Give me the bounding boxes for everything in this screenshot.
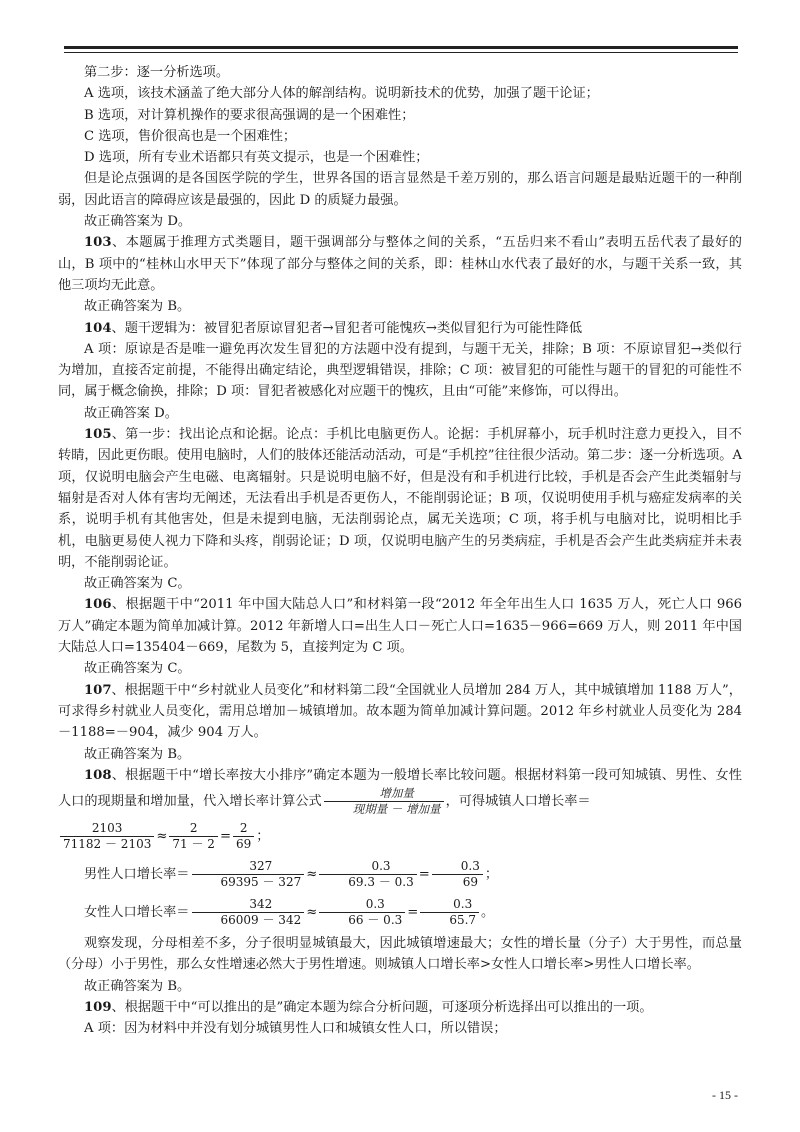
text-line: 第二步：逐一分析选项。 — [84, 65, 230, 80]
question-106 — [58, 594, 742, 658]
numerator: 0.3 — [460, 859, 480, 874]
answer-line: 故正确答案为 B。 — [84, 746, 191, 762]
question-105 — [58, 424, 742, 573]
answer-line: 故正确答案为 D。 — [84, 214, 192, 230]
answer-line: 故正确答案 D。 — [84, 405, 178, 421]
question-text: 、题干逻辑为：被冒犯者原谅冒犯者→冒犯者可能愧疚→类似冒犯行为可能性降低 — [111, 320, 583, 336]
denominator: 71 － 2 — [169, 836, 218, 852]
fraction — [192, 897, 305, 928]
fraction — [319, 897, 405, 928]
urban-growth-formula — [58, 819, 742, 855]
numerator: 2 — [239, 821, 248, 836]
question-108 — [58, 765, 742, 817]
answer-line: 故正确答案为 B。 — [84, 299, 191, 315]
question-number: 109 — [84, 999, 112, 1015]
question-text: 、本题属于推理方式类题目，题干强调部分与整体之间的关系，“五岳归来不看山”表明五岳代表了最好的山，B 项中的“桂林山水甲天下”体现了部分与整体之间的关系，即：桂林山水代表了最好的水，与题干关系一致，其他三项均无此意。 — [58, 235, 742, 293]
denominator: 71182 － 2103 — [60, 836, 154, 852]
male-growth-formula — [58, 857, 742, 893]
question-text: 、第一步：找出论点和论据。论点：手机比电脑更伤人。论据：手机屏幕小，玩手机时注意力更投入，目不转睛，因此更伤眼。使用电脑时，人们的肢体还能活动活动，可是“手机控”往往很少活动。第二步：逐一分析选项。A 项，仅说明电脑会产生电磁、电离辐射。只是说明电脑不好，但是没有和手机进行比较，手机是否会产生此类辐射与辐射是否对人体有害均无阐述，无法看出手机是否更伤人，不能削弱论证；B 项，仅说明使用手机与癌症发病率的关系，说明手机有其他害处，但是未提到电脑，无法削弱论点，属无关选项；C 项，将手机与电脑对比，说明相比手机，电脑更易使人视力下降和头疼，削弱论证；D 项，仅说明电脑产生的另类病症，手机是否会产生此类病症并未表明，不能削弱论证。 — [58, 427, 742, 570]
page-number: - 15 - — [712, 1088, 738, 1102]
formula-numerator: 增加量 — [379, 786, 414, 801]
text-line: C 选项，售价很高也是一个困难性； — [84, 128, 297, 144]
punctuation: 。 — [481, 905, 495, 921]
fraction — [192, 859, 305, 890]
question-text: ，可得城镇人口增长率＝ — [445, 794, 591, 810]
equals-sign: = — [219, 829, 232, 845]
question-104 — [58, 318, 742, 339]
text-line: D 选项，所有专业术语都只有英文提示，也是一个困难性； — [84, 150, 429, 166]
question-107 — [58, 680, 742, 744]
formula-label: 男性人口增长率＝ — [84, 867, 190, 883]
denominator: 69395 － 327 — [192, 874, 305, 890]
page-content — [58, 62, 742, 1040]
option-analysis: A 项：因为材料中并没有划分城镇男性人口和城镇女性人口，所以错误； — [84, 1021, 507, 1037]
question-number: 108 — [84, 767, 112, 783]
fraction — [233, 821, 254, 852]
question-text: 、根据题干中“乡村就业人员变化”和材料第二段“全国就业人员增加 284 万人，其中城镇增加 1188 万人”，可求得乡村就业人员变化，需用总增加－城镇增加。故本题为简单加减计算问题。2012 年乡村就业人员变化为 284－1188=－904，减少 904 万人。 — [58, 682, 742, 741]
numerator: 327 — [249, 859, 273, 874]
fraction — [319, 859, 416, 890]
text-line: B 选项，对计算机操作的要求很高强调的是一个困难性； — [84, 107, 415, 123]
answer-line: 故正确答案为 C。 — [84, 661, 191, 677]
formula-label: 女性人口增长率＝ — [84, 905, 190, 921]
answer-line: 故正确答案为 C。 — [84, 576, 191, 592]
question-number: 104 — [84, 320, 112, 336]
denominator: 69 — [432, 874, 483, 890]
question-number: 105 — [84, 427, 112, 443]
female-growth-formula — [58, 895, 742, 931]
numerator: 342 — [249, 897, 273, 912]
approx-sign: ≈ — [306, 867, 318, 883]
punctuation: ； — [484, 867, 499, 883]
punctuation: ； — [256, 829, 270, 845]
question-detail: A 项：原谅是否是唯一避免再次发生冒犯的方法题中没有提到，与题干无关，排除；B 项：不原谅冒犯→类似行为增加，直接否定前提，不能得出确定结论，典型逻辑错误，排除；C 项：被冒犯的可能性与题干的冒犯的可能性不同，属于概念偷换，排除；D 项：冒犯者被感化对应题干的愧疚，且由“可能”来修饰，可以得出。 — [58, 341, 742, 400]
fraction — [60, 821, 154, 852]
question-number: 106 — [84, 597, 112, 613]
denominator: 66009 － 342 — [192, 912, 305, 928]
numerator: 2103 — [91, 821, 123, 836]
denominator: 66 － 0.3 — [319, 912, 405, 928]
equals-sign: = — [418, 867, 430, 883]
numerator: 0.3 — [365, 897, 385, 912]
question-text: 、根据题干中“增长率按大小排序”确定本题为一般增长率比较问题。根据材料第一段可知城镇、男性、女性人口的现期量和增加量，代入增长率计算公式 — [58, 767, 742, 810]
fraction — [420, 897, 479, 928]
equals-sign: = — [407, 905, 419, 921]
fraction — [169, 821, 218, 852]
header-rule-thin — [64, 52, 738, 53]
denominator: 69.3 － 0.3 — [319, 874, 416, 890]
text-line: A 选项，该技术涵盖了绝大部分人体的解剖结构。说明新技术的优势，加强了题干论证； — [84, 86, 599, 102]
numerator: 0.3 — [453, 897, 473, 912]
question-text: 、根据题干中“2011 年中国大陆总人口”和材料第一段“2012 年全年出生人口 1635 万人，死亡人口 966 万人”确定本题为简单加减计算。2012 年新增人口=出生人口－死亡人口=1635－966=669 万人，则 2011 年中国大陆总人口=135404－669，尾数为 5，直接判定为 C 项。 — [58, 597, 742, 656]
growth-formula — [324, 786, 444, 817]
text-line: 但是论点强调的是各国医学院的学生，世界各国的语言显然是千差万别的，那么语言问题是最贴近题干的一种削弱，因此语言的障碍应该是最强的，因此 D 的质疑力最强。 — [58, 171, 742, 208]
question-number: 103 — [84, 235, 112, 251]
question-number: 107 — [84, 682, 112, 698]
numerator: 2 — [189, 821, 198, 836]
formula-denominator: 现期量 － 增加量 — [324, 801, 444, 817]
fraction — [432, 859, 483, 890]
header-rule-thick — [64, 46, 738, 49]
approx-sign: ≈ — [156, 829, 168, 845]
question-109 — [58, 997, 742, 1018]
numerator: 0.3 — [371, 859, 391, 874]
denominator: 65.7 — [420, 912, 479, 928]
analysis-text: 观察发现，分母相差不多，分子很明显城镇最大，因此城镇增速最大；女性的增长量（分子）大于男性，而总量（分母）小于男性，那么女性增速必然大于男性增速。则城镇人口增长率>女性人口增长率>男性人口增长率。 — [58, 936, 742, 973]
approx-sign: ≈ — [306, 905, 318, 921]
denominator: 69 — [233, 836, 254, 852]
question-text: 、根据题干中“可以推出的是”确定本题为综合分析问题，可逐项分析选择出可以推出的一项。 — [111, 999, 653, 1015]
question-103 — [58, 232, 742, 296]
answer-line: 故正确答案为 B。 — [84, 978, 191, 994]
